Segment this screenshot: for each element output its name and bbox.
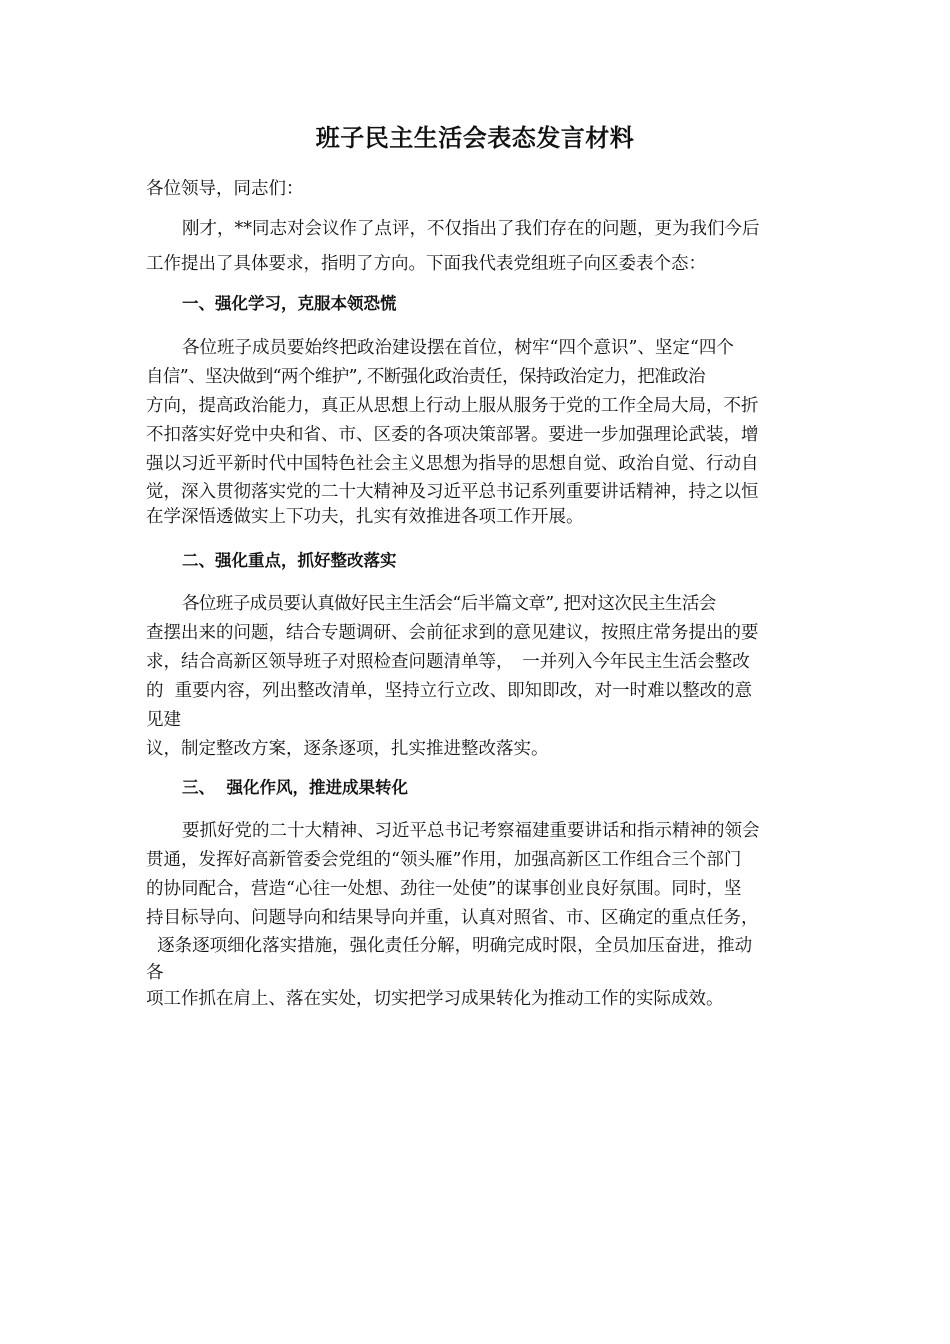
paragraph-line: 不扣落实好党中央和省、市、区委的各项决策部署。要进一步加强理论武装，增 <box>146 425 759 445</box>
paragraph-line: 求，结合高新区领导班子对照检查问题清单等， 一并列入今年民主生活会整改 <box>146 652 750 672</box>
salutation: 各位领导，同志们： <box>146 179 304 199</box>
paragraph-line: 各位班子成员要始终把政治建设摆在首位，树牢“四个意识”、坚定“四个 <box>182 338 734 358</box>
paragraph-line: 查摆出来的问题，结合专题调研、会前征求到的意见建议，按照庄常务提出的要 <box>146 623 759 643</box>
paragraph-line: 贯通，发挥好高新管委会党组的“领头雁”作用，加强高新区工作组合三个部门 <box>146 850 742 870</box>
paragraph-line: 自信”、坚决做到“两个维护”, 不断强化政治责任，保持政治定力，把准政治 <box>146 367 705 387</box>
paragraph-line: 项工作抓在肩上、落在实处，切实把学习成果转化为推动工作的实际成效。 <box>146 989 724 1009</box>
document-title: 班子民主生活会表态发言材料 <box>315 123 635 152</box>
section-heading: 三、 强化作风，推进成果转化 <box>182 778 408 797</box>
paragraph-line: 强以习近平新时代中国特色社会主义思想为指导的思想自觉、政治自觉、行动自 <box>146 454 759 474</box>
paragraph-line: 在学深悟透做实上下功夫，扎实有效推进各项工作开展。 <box>146 507 584 527</box>
paragraph-line: 觉，深入贯彻落实党的二十大精神及习近平总书记系列重要讲话精神，持之以恒 <box>146 482 759 502</box>
paragraph-line: 各位班子成员要认真做好民主生活会“后半篇文章”, 把对这次民主生活会 <box>182 594 716 614</box>
paragraph-line: 的 重要内容，列出整改清单，坚持立行立改、即知即改，对一时难以整改的意 <box>146 681 753 701</box>
intro-line: 刚才，**同志对会议作了点评，不仅指出了我们存在的问题，更为我们今后 <box>182 219 760 239</box>
paragraph-line: 见建 <box>146 710 181 730</box>
section-heading: 一、强化学习，克服本领恐慌 <box>182 294 397 313</box>
paragraph-line: 各 <box>146 963 164 983</box>
paragraph-line: 要抓好党的二十大精神、习近平总书记考察福建重要讲话和指示精神的领会 <box>182 821 760 841</box>
intro-line: 工作提出了具体要求，指明了方向。下面我代表党组班子向区委表个态： <box>146 254 706 274</box>
paragraph-line: 议，制定整改方案，逐条逐项，扎实推进整改落实。 <box>146 739 549 759</box>
paragraph-line: 的协同配合，营造“心往一处想、劲往一处使”的谋事创业良好氛围。同时，坚 <box>146 879 742 899</box>
section-heading: 二、强化重点，抓好整改落实 <box>182 551 397 570</box>
paragraph-line: 方向，提高政治能力，真正从思想上行动上服从服务于党的工作全局大局，不折 <box>146 396 759 416</box>
paragraph-line: 逐条逐项细化落实措施，强化责任分解，明确完成时限，全员加压奋进，推动 <box>146 936 753 956</box>
paragraph-line: 持目标导向、问题导向和结果导向并重，认真对照省、市、区确定的重点任务， <box>146 908 759 928</box>
